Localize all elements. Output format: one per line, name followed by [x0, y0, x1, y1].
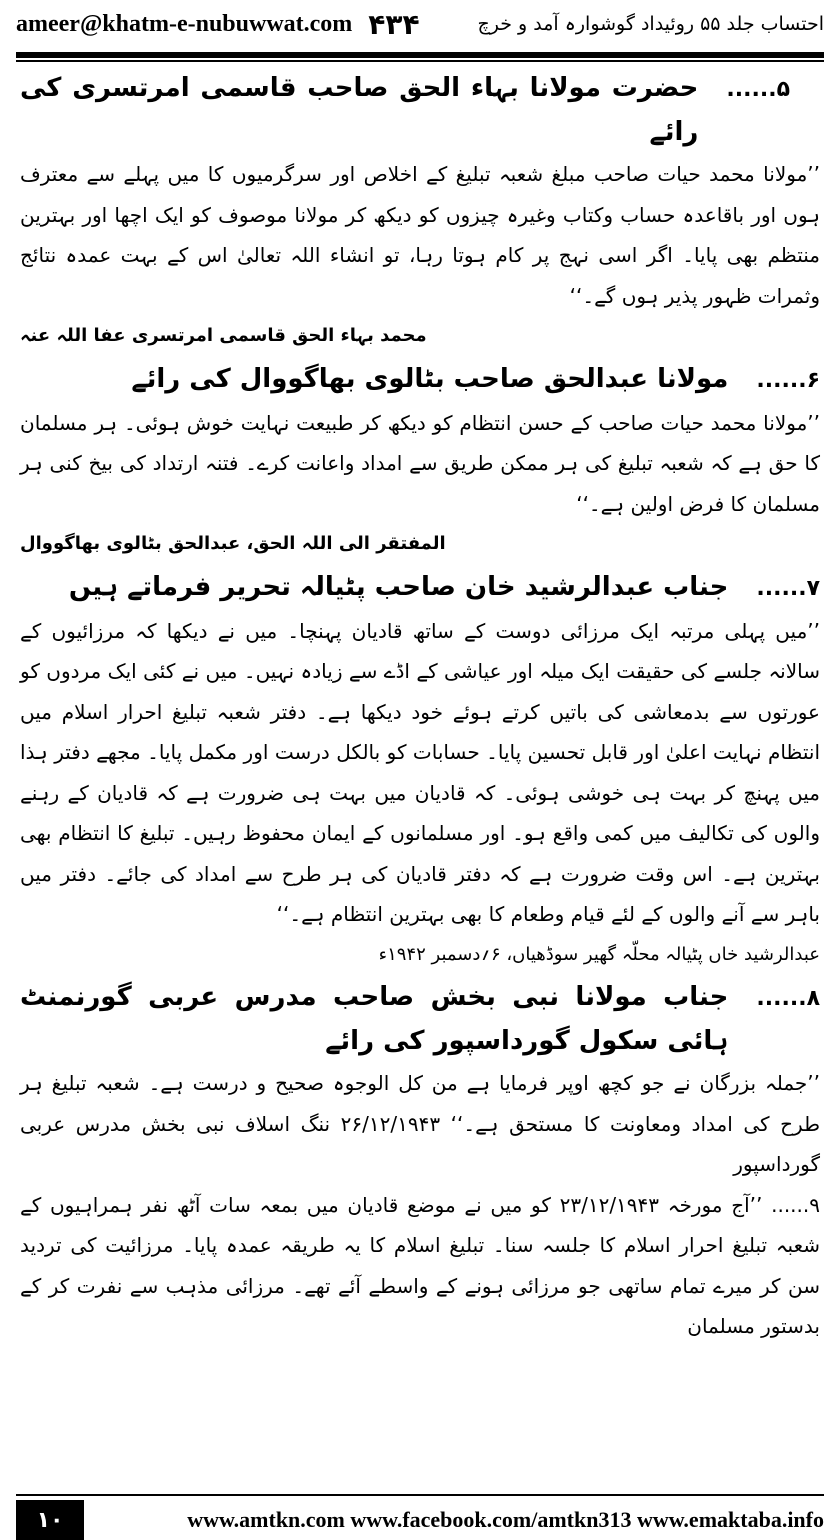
page-footer	[16, 1484, 824, 1540]
section-5-title: حضرت مولانا بہاء الحق صاحب قاسمی امرتسری کی رائے	[20, 73, 699, 147]
section-5-signature-line	[20, 316, 820, 357]
section-6-title: مولانا عبدالحق صاحب بٹالوی بھاگووال کی رائے	[131, 363, 729, 394]
section-9-body: ’’آج مورخہ ۲۳/۱۲/۱۹۴۳ کو میں نے موضع قادیان میں بمعہ سات آٹھ نفر ہمراہیوں کے شعبہ تبلیغ احرار اسلام کا جلسہ سنا۔ تبلیغ اسلام کا یہ طریقہ عمدہ پایا۔ مرزائیت کی تردید سن کر میرے تمام ساتھی جو مرزائی ہونے کے واسطے آئے تھے۔ مرزائی مذہب سے نفرت کر کے بدستور مسلمان	[20, 1192, 820, 1338]
section-6-signature: المفتقر الی اللہ الحق، عبدالحق بٹالوی بھاگووال	[20, 533, 446, 554]
footer-rule	[16, 1494, 824, 1496]
section-5-number: ۵......	[726, 77, 790, 102]
header-page-number: ۴۳۴	[368, 7, 420, 41]
section-6-signature-line	[20, 524, 820, 565]
section-7-title: جناب عبدالرشید خان صاحب پٹیالہ تحریر فرماتے ہیں	[68, 571, 729, 602]
footer-page-box: ۱۰	[16, 1500, 84, 1540]
section-5-heading	[20, 66, 820, 154]
section-8-body: ’’جملہ بزرگان نے جو کچھ اوپر فرمایا ہے من کل الوجوہ صحیح و درست ہے۔ شعبہ تبلیغ ہر طرح کی امداد ومعاونت کا مستحق ہے۔‘‘ ۲۶/۱۲/۱۹۴۳ ننگ اسلاف نبی بخش مدرس عربی گورداسپور	[20, 1071, 820, 1176]
section-6-heading	[20, 357, 820, 403]
section-8-heading	[20, 975, 820, 1063]
section-7-body: ’’میں پہلی مرتبہ ایک مرزائی دوست کے ساتھ قادیان پہنچا۔ میں نے دیکھا کہ مرزائیوں کے سالانہ جلسے کی حقیقت ایک میلہ اور عیاشی کے اڈے سے زیادہ نہیں۔ میں نے کئی ایک مردوں کو عورتوں سے بدمعاشی کی باتیں کرتے ہوئے خود دیکھا ہے۔ دفتر شعبہ تبلیغ احرار اسلام میں انتظام نہایت اعلیٰ اور قابل تحسین پایا۔ حسابات کو بالکل درست اور مکمل پایا۔ مجھے دفتر ہذا میں پہنچ کر بہت ہی خوشی ہوئی۔ کہ قادیان میں بہت ہی ضرورت ہے کہ قادیان کے رہنے والوں کی تکالیف میں کمی واقع ہو۔ اور مسلمانوں کے ایمان محفوظ رہیں۔ تبلیغ کا انتظام بھی بہترین ہے۔ اس وقت ضرورت ہے کہ دفتر قادیان کی ہر طرح سے امداد کی جائے۔ دفتر میں باہر سے آنے والوں کے لئے قیام وطعام کا بھی بہترین انتظام ہے۔‘‘	[20, 618, 820, 926]
header-left	[16, 8, 420, 41]
section-9-number: ۹......	[771, 1192, 821, 1217]
section-7-number: ۷......	[756, 575, 820, 601]
section-6-number: ۶......	[756, 367, 820, 393]
header-rule-thin	[16, 60, 824, 62]
section-8-title: جناب مولانا نبی بخش صاحب مدرس عربی گورنمنٹ ہائی سکول گورداسپور کی رائے	[20, 982, 729, 1056]
section-7-heading	[20, 565, 820, 611]
header-email: ameer@khatm-e-nubuwwat.com	[16, 10, 353, 37]
section-6-body: ’’مولانا محمد حیات صاحب کے حسن انتظام کو دیکھ کر طبیعت نہایت خوش ہوئی۔ ہر مسلمان کا حق ہے کہ شعبہ تبلیغ کی ہر ممکن طریق سے امداد واعانت کرے۔ فتنہ ارتداد کی بیخ کنی ہر مسلمان کا فرض اولین ہے۔‘‘	[20, 410, 820, 516]
section-5-body: ’’مولانا محمد حیات صاحب مبلغ شعبہ تبلیغ کے اخلاص اور سرگرمیوں کا میں پہلے سے معترف ہوں اور باقاعدہ حساب وکتاب وغیرہ چیزوں کو دیکھ کر مولانا موصوف کو ایک اچھا اور بہترین منتظم بھی پایا۔ اگر اسی نہج پر کام ہوتا رہا، تو انشاء اللہ تعالیٰ اس کے بہت عمدہ نتائج وثمرات ظہور پذیر ہوں گے۔‘‘	[20, 162, 820, 308]
header-title: احتساب جلد ۵۵ روئیداد گوشوارہ آمد و خرچ	[477, 13, 824, 35]
section-8-number: ۸......	[756, 986, 820, 1011]
footer-urls: www.amtkn.com www.facebook.com/amtkn313 www.emaktaba.info	[187, 1507, 824, 1532]
section-9-paragraph	[20, 1185, 820, 1347]
page-content	[20, 66, 820, 1466]
section-7-date-line: عبدالرشید خاں پٹیالہ محلّہ گھیر سوڈھیاں، ۶؍دسمبر ۱۹۴۲ء	[378, 943, 820, 965]
section-5-signature: محمد بہاء الحق قاسمی امرتسری عفا اللہ عنہ	[20, 325, 427, 346]
page-header	[16, 0, 824, 48]
header-rule-thick	[16, 52, 824, 58]
